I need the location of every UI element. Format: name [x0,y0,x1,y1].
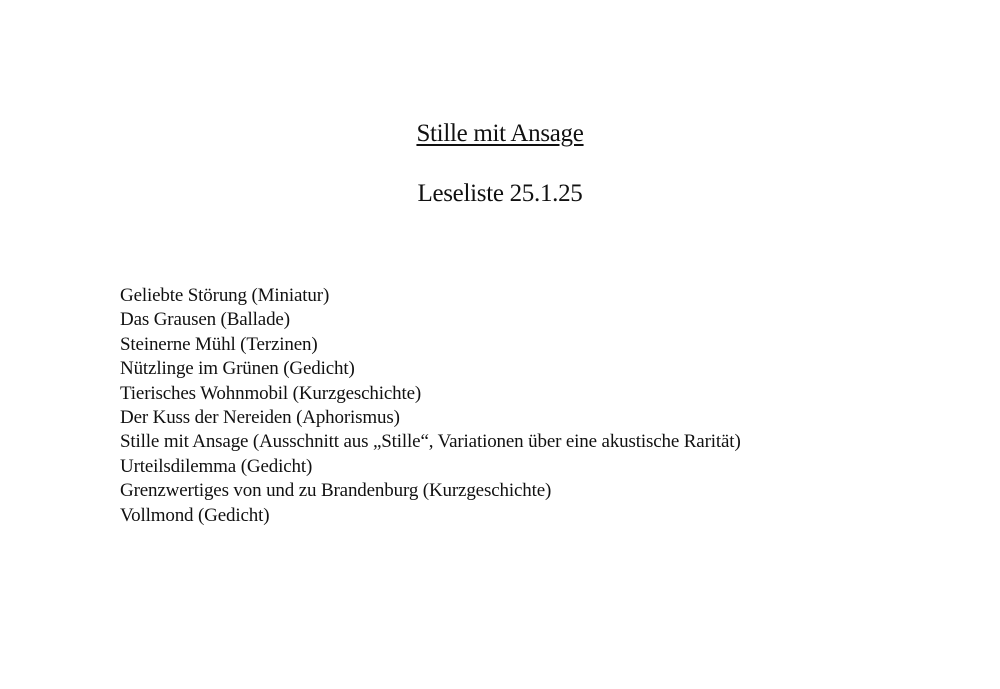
list-item: Vollmond (Gedicht) [120,504,270,526]
list-item: Geliebte Störung (Miniatur) [120,285,330,306]
list-item: Nützlinge im Grünen (Gedicht) [120,358,355,380]
list-item: Das Grausen (Ballade) [120,309,290,331]
list-item: Der Kuss der Nereiden (Aphorismus) [120,407,400,429]
list-item: Stille mit Ansage (Ausschnitt aus „Stille“, Variationen über eine akustische Rarität) [120,431,741,453]
list-item: Urteilsdilemma (Gedicht) [120,455,313,477]
document-title: Stille mit Ansage [416,120,584,147]
list-item: Grenzwertiges von und zu Brandenburg (Kurzgeschichte) [120,480,552,502]
reading-list [120,284,940,528]
document-subtitle: Leseliste 25.1.25 [417,180,583,207]
list-item: Tierisches Wohnmobil (Kurzgeschichte) [120,382,422,404]
list-item: Steinerne Mühl (Terzinen) [120,333,318,355]
